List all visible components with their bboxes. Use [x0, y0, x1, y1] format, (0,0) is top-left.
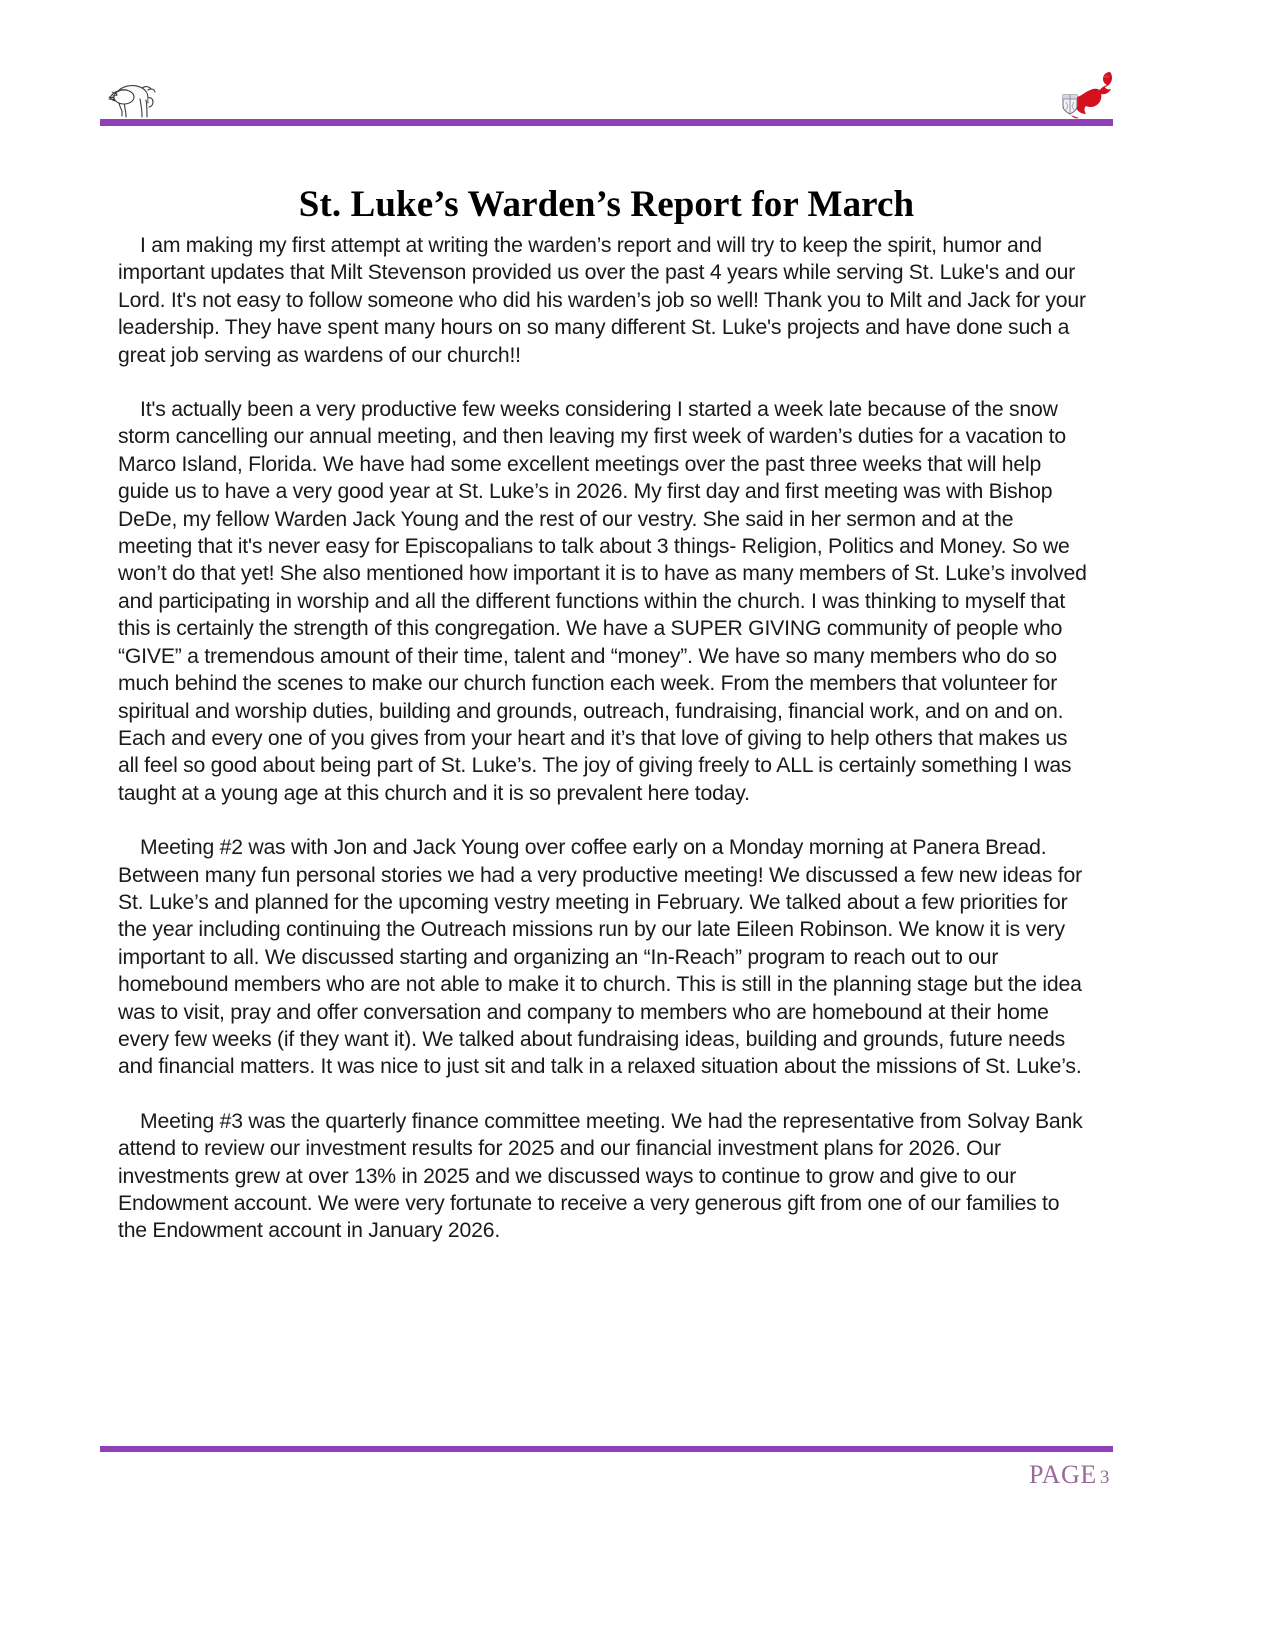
article-body: [118, 232, 1090, 1245]
header-divider-rule: [100, 119, 1113, 126]
page-number-label: [1029, 1460, 1110, 1490]
paragraph-meeting-1: It's actually been a very productive few weeks considering I started a week late because of the snow storm cancelling our annual meeting, and then leaving my first week of warden’s duties for a vacation to Marco Island, Florida. We have had some excellent meetings over the past three weeks that will help guide us to have a very good year at St. Luke’s in 2026. My first day and first meeting was with Bishop DeDe, my fellow Warden Jack Young and the rest of our vestry. She said in her sermon and at the meeting that it's never easy for Episcopalians to talk about 3 things- Religion, Politics and Money. So we won’t do that yet! She also mentioned how important it is to have as many members of St. Luke’s involved and participating in worship and all the different functions within the church. I was thinking to myself that this is certainly the strength of this congregation. We have a SUPER GIVING community of people who “GIVE” a tremendous amount of their time, talent and “money”. We have so many members who do so much behind the scenes to make our church function each week. From the members that volunteer for spiritual and worship duties, building and grounds, outreach, fundraising, financial work, and on and on. Each and every one of you gives from your heart and it’s that love of giving to help others that makes us all feel so good about being part of St. Luke’s. The joy of giving freely to ALL is certainly something I was taught at a young age at this church and it is so prevalent here today.: [118, 398, 1087, 805]
page-header: [100, 62, 1113, 124]
footer-divider-rule: [100, 1446, 1113, 1452]
page-footer: [100, 1456, 1113, 1500]
paragraph-intro: I am making my first attempt at writing the warden’s report and will try to keep the spirit, humor and important updates that Milt Stevenson provided us over the past 4 years while serving St. Luke's and our Lord. It's not easy to follow someone who did his warden’s job so well! Thank you to Milt and Jack for your leadership. They have spent many hours on so many different St. Luke's projects and have done such a great job serving as wardens of our church!!: [118, 234, 1086, 367]
winged-ox-logo: [104, 76, 162, 120]
red-dragon-logo: [1027, 68, 1113, 120]
paragraph-meeting-3: Meeting #3 was the quarterly finance committee meeting. We had the representative from Solvay Bank attend to review our investment results for 2025 and our financial investment plans for 2026. Our investments grew at over 13% in 2025 and we discussed ways to continue to grow and give to our Endowment account. We were very fortunate to receive a very generous gift from one of our families to the Endowment account in January 2026.: [118, 1109, 1083, 1243]
page-title: St. Luke’s Warden’s Report for March: [298, 183, 915, 225]
page-word: PAGE: [1028, 1460, 1097, 1489]
page-number: 3: [1099, 1467, 1110, 1488]
paragraph-meeting-2: Meeting #2 was with Jon and Jack Young over coffee early on a Monday morning at Panera Bread. Between many fun personal stories we had a very productive meeting! We discussed a few new ideas for St. Luke’s and planned for the upcoming vestry meeting in February. We talked about a few priorities for the year including continuing the Outreach missions run by our late Eileen Robinson. We know it is very important to all. We discussed starting and organizing an “In-Reach” program to reach out to our homebound members who are not able to make it to church. This is still in the planning stage but the idea was to visit, pray and offer conversation and company to members who are homebound at their home every few weeks (if they want it). We talked about fundraising ideas, building and grounds, future needs and financial matters. It was nice to just sit and talk in a relaxed situation about the missions of St. Luke’s.: [118, 836, 1082, 1079]
